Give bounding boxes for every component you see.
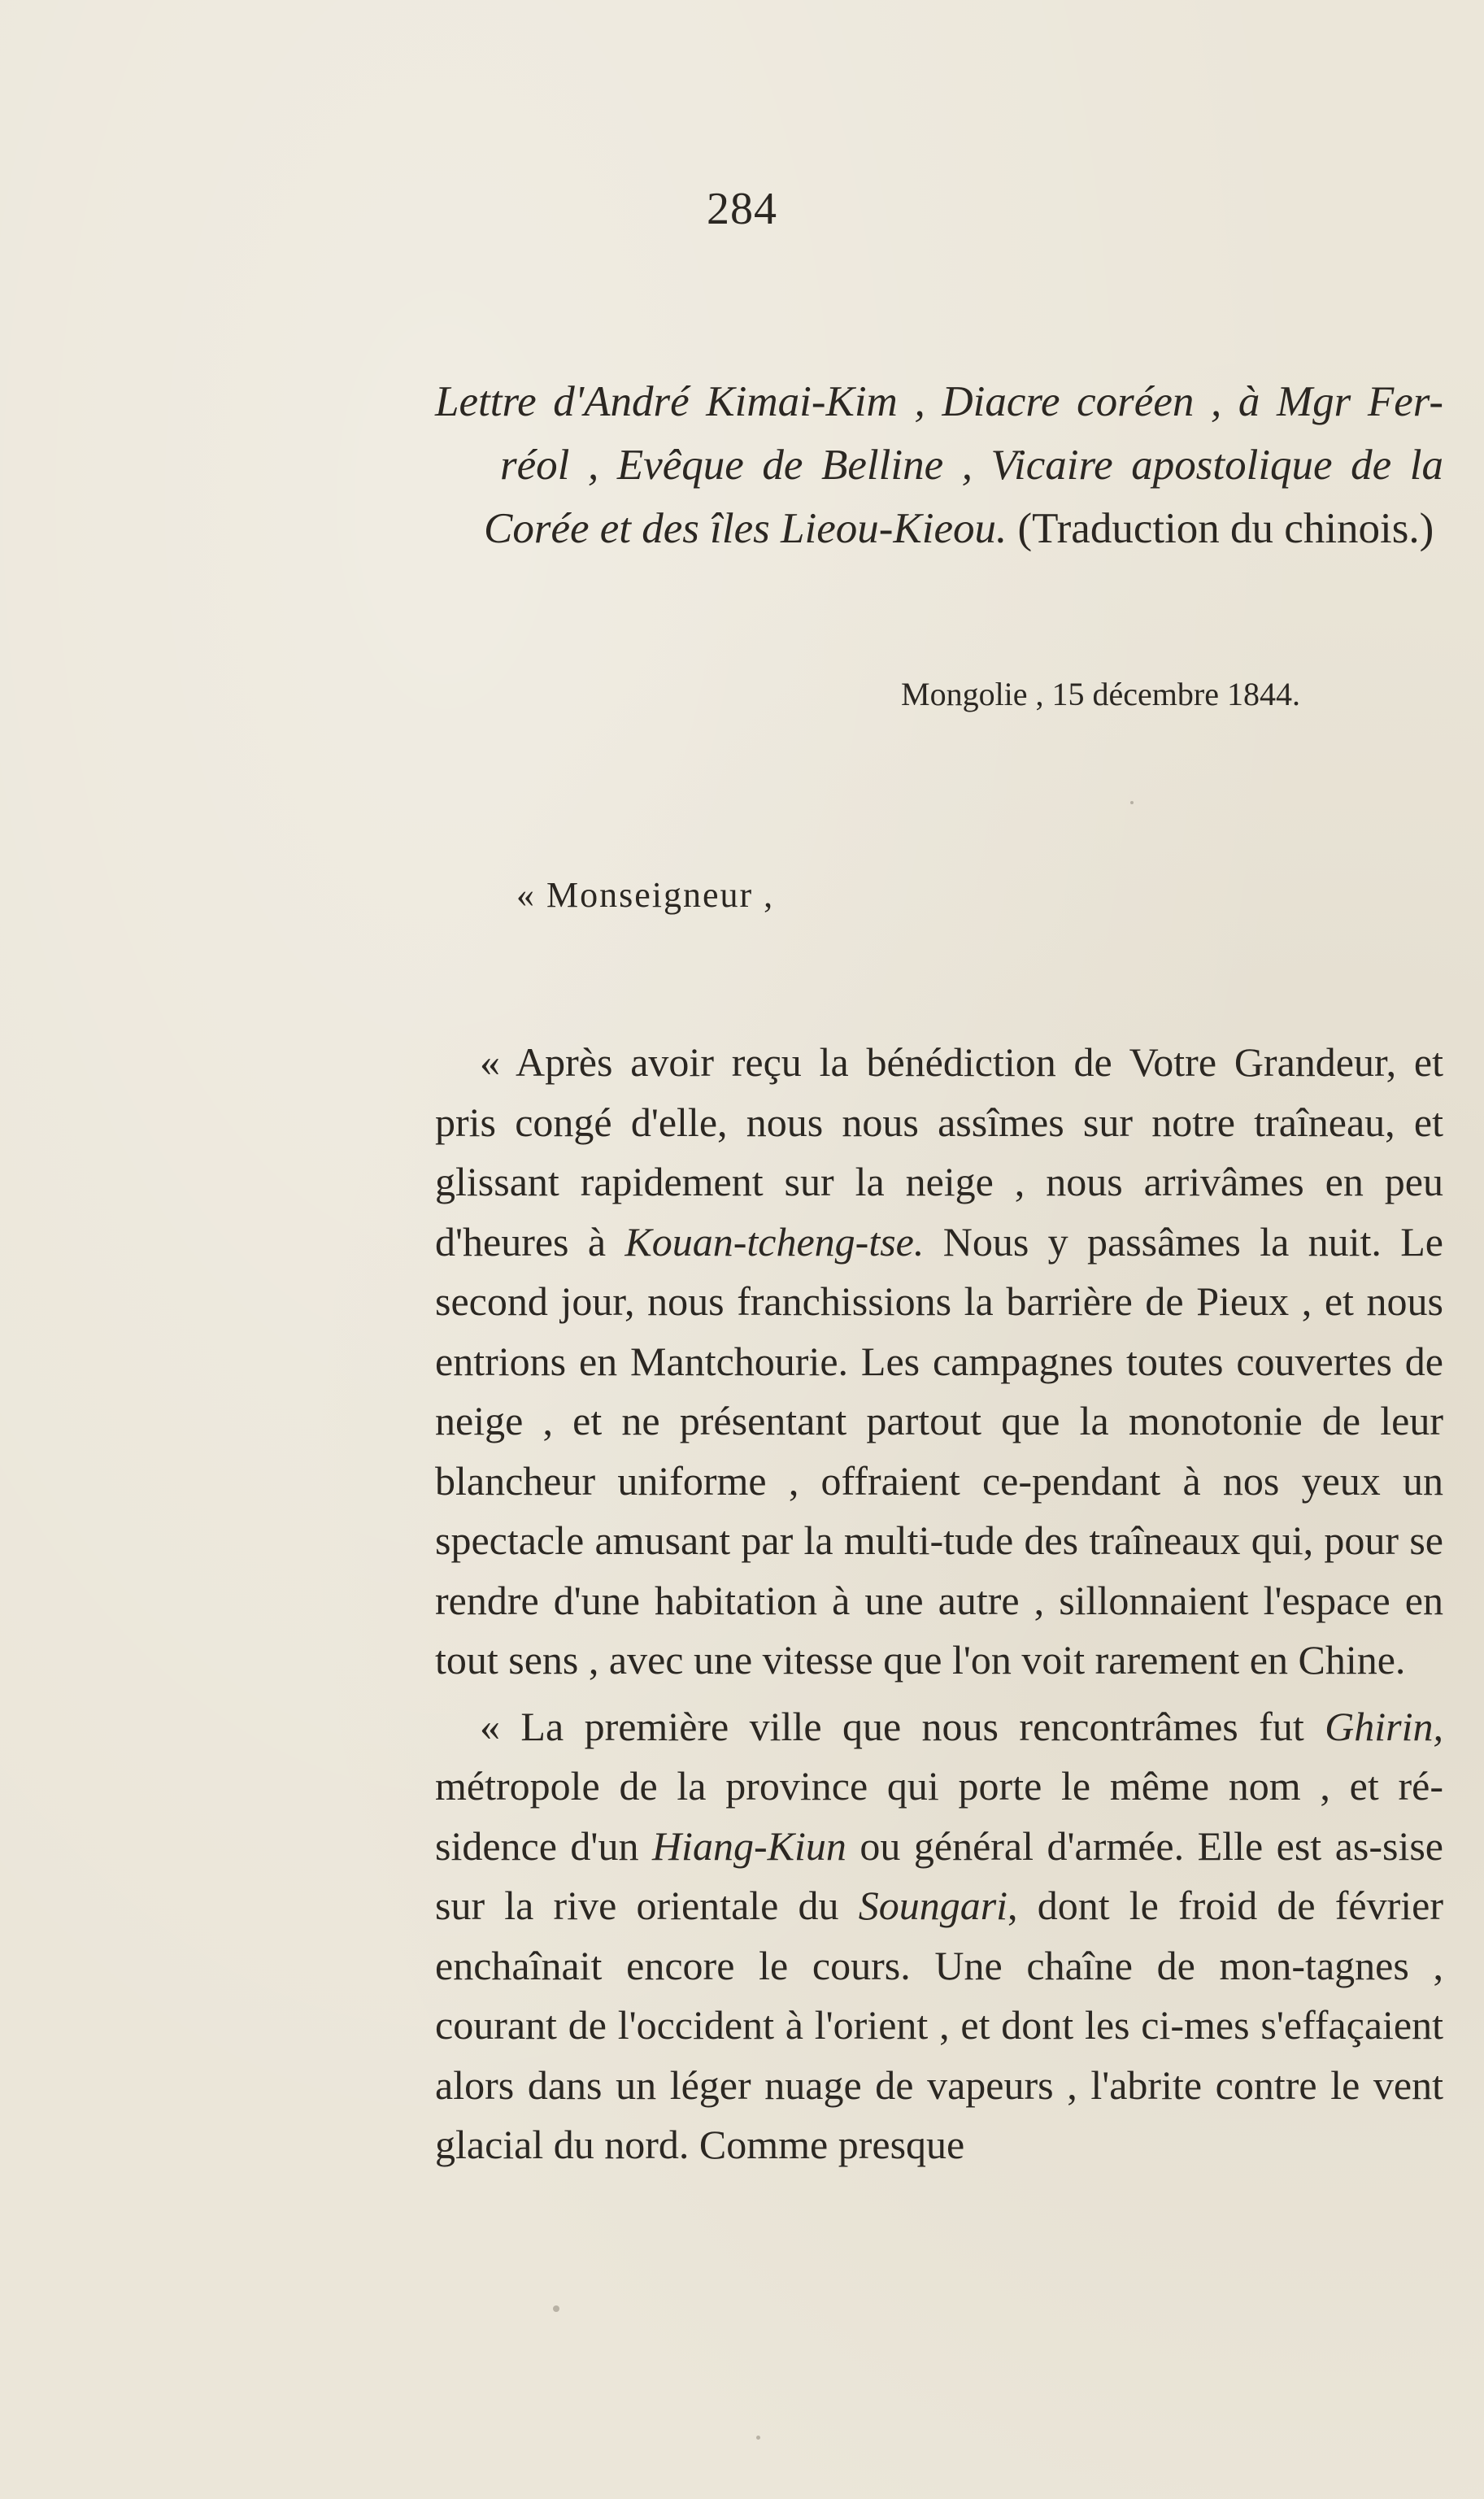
title-separator: ,	[569, 442, 617, 489]
title-separator: ,	[897, 378, 942, 425]
letter-title	[435, 370, 1443, 560]
title-line-1	[435, 370, 1443, 433]
place-name: Hiang-Kiun	[651, 1822, 846, 1869]
paragraph-text: ou général d'armée. Elle est as-sise sur la rive orientale du	[435, 1822, 1444, 1928]
title-vicar: Vicaire apostolique de la	[990, 442, 1444, 489]
paragraph-text: « La première ville que nous rencontrâmes fut	[480, 1703, 1325, 1749]
title-translation-note: (Traduction du chinois.)	[1007, 505, 1434, 552]
place-name: Ghirin,	[1325, 1703, 1443, 1749]
title-role: Diacre coréen	[942, 378, 1195, 425]
title-recipient-start: à Mgr Fer-	[1238, 378, 1443, 425]
place-name: Kouan-tcheng-tse.	[624, 1218, 925, 1265]
title-region: Corée et des îles Lieou-Kieou.	[484, 505, 1007, 552]
paragraph	[435, 1697, 1443, 2175]
salutation: « Monseigneur ,	[516, 875, 775, 915]
paragraph-text: Nous y passâmes la nuit. Le second jour, nous franchissions la barrière de Pieux , et nous entrions en Mantchourie. Les campagnes toutes couvertes de neige , et ne présentant partout que la monotonie de leur blancheur uniforme , offraient ce-pendant à nos yeux un spectacle amusant par la multi-tude des traîneaux qui, pour se rendre d'une habitation à une autre , sillonnaient l'espace en tout sens , avec une vitesse que l'on voit rarement en Chine.	[435, 1218, 1443, 1683]
paragraph	[435, 1033, 1443, 1691]
paragraph-text: « Après avoir reçu la bénédiction de Votre Grandeur, et pris congé d'elle, nous nous assîmes sur notre traîneau, et glissant rapidement sur la neige , nous arrivâmes en peu d'heures à	[435, 1039, 1443, 1265]
title-separator: ,	[943, 442, 991, 489]
paper-speck	[756, 2436, 760, 2440]
title-line-3	[435, 497, 1443, 560]
title-bishop: Evêque de Belline	[616, 442, 944, 489]
paper-speck	[553, 2305, 559, 2312]
title-author: Lettre d'André Kimai-Kim	[435, 378, 898, 425]
paragraph-text: , dont le froid de février enchaînait encore le cours. Une chaîne de mon-tagnes , courant de l'occident à l'orient , et dont les ci-mes s'effaçaient alors dans un léger nuage de vapeurs , l'abrite contre le vent glacial du nord. Comme presque	[435, 1883, 1443, 2167]
title-separator: ,	[1194, 378, 1238, 425]
letter-body	[435, 1033, 1443, 2175]
page-number: 284	[707, 184, 777, 234]
place-name: Soungari	[858, 1883, 1008, 1928]
title-recipient-end: réol	[500, 442, 570, 489]
paper-speck	[1130, 801, 1134, 804]
paragraph-text: métropole de la province qui porte le même nom , et ré-sidence d'un	[435, 1763, 1443, 1869]
dateline: Mongolie , 15 décembre 1844.	[901, 676, 1300, 712]
title-line-2	[435, 433, 1443, 497]
